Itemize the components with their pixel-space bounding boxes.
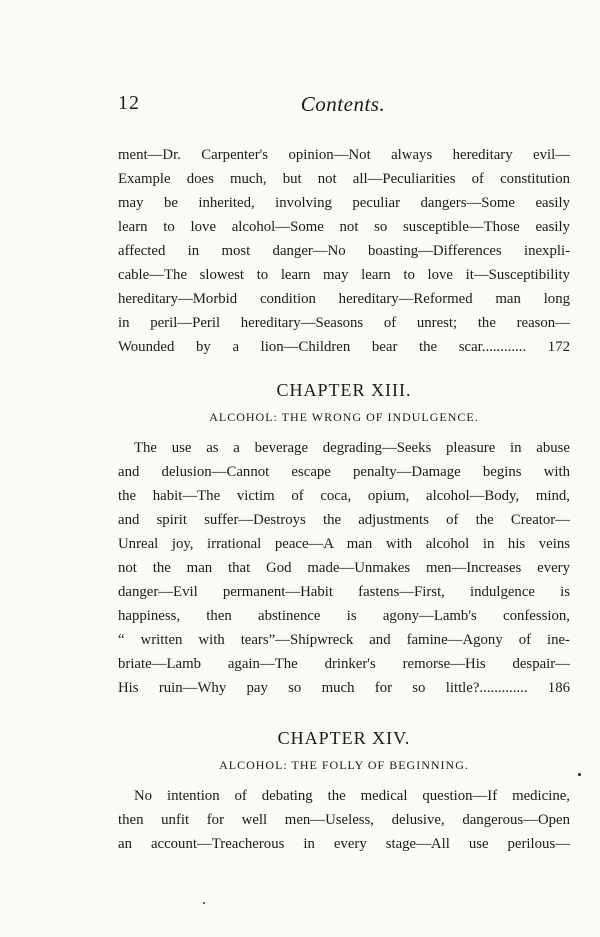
text-line: cable—The slowest to learn may learn to love it—Susceptibility	[118, 267, 570, 283]
text-line: happiness, then abstinence is agony—Lamb's confession,	[118, 608, 570, 624]
text-line: The use as a beverage degrading—Seeks pleasure in abuse	[134, 440, 570, 456]
text-line: danger—Evil permanent—Habit fastens—First, indulgence is	[118, 584, 570, 600]
chapter-13-summary	[118, 436, 570, 700]
text-line: “ written with tears”—Shipwreck and famine—Agony of ine-	[118, 632, 570, 648]
text-line: No intention of debating the medical question—If medicine,	[134, 788, 570, 804]
text-line: Example does much, but not all—Peculiarities of constitution	[118, 171, 570, 187]
text-line: learn to love alcohol—Some not so susceptible—Those easily	[118, 219, 570, 235]
chapter-14-subtitle: ALCOHOL: THE FOLLY OF BEGINNING.	[219, 758, 469, 772]
print-speck	[578, 773, 581, 776]
text-line: briate—Lamb again—The drinker's remorse—His despair—	[118, 656, 570, 672]
text-line: and spirit suffer—Destroys the adjustments of the Creator—	[118, 512, 570, 528]
text-line: not the man that God made—Unmakes men—Increases every	[118, 560, 570, 576]
chapter-14-summary	[118, 784, 570, 856]
text-line: an account—Treacherous in every stage—All use perilous—	[118, 836, 570, 852]
running-title: Contents.	[300, 92, 386, 116]
text-line: may be inherited, involving peculiar dangers—Some easily	[118, 195, 570, 211]
chapter-13-subtitle: ALCOHOL: THE WRONG OF INDULGENCE.	[209, 410, 479, 424]
text-line: the habit—The victim of coca, opium, alcohol—Body, mind,	[118, 488, 570, 504]
text-line: His ruin—Why pay so much for so little?............. 186	[118, 680, 570, 696]
text-line: hereditary—Morbid condition hereditary—Reformed man long	[118, 291, 570, 307]
print-speck	[203, 902, 205, 904]
text-line: Wounded by a lion—Children bear the scar............ 172	[118, 339, 570, 355]
page-number: 12	[118, 92, 140, 114]
text-line: and delusion—Cannot escape penalty—Damage begins with	[118, 464, 570, 480]
text-line: ment—Dr. Carpenter's opinion—Not always hereditary evil—	[118, 147, 570, 163]
chapter-13-title: CHAPTER XIII.	[276, 380, 412, 400]
chapter-14-title: CHAPTER XIV.	[277, 728, 411, 748]
text-line: affected in most danger—No boasting—Differences inexpli-	[118, 243, 570, 259]
text-line: Unreal joy, irrational peace—A man with alcohol in his veins	[118, 536, 570, 552]
intro-text	[118, 143, 570, 359]
text-line: in peril—Peril hereditary—Seasons of unrest; the reason—	[118, 315, 570, 331]
text-line: then unfit for well men—Useless, delusive, dangerous—Open	[118, 812, 570, 828]
page-header	[118, 92, 568, 120]
